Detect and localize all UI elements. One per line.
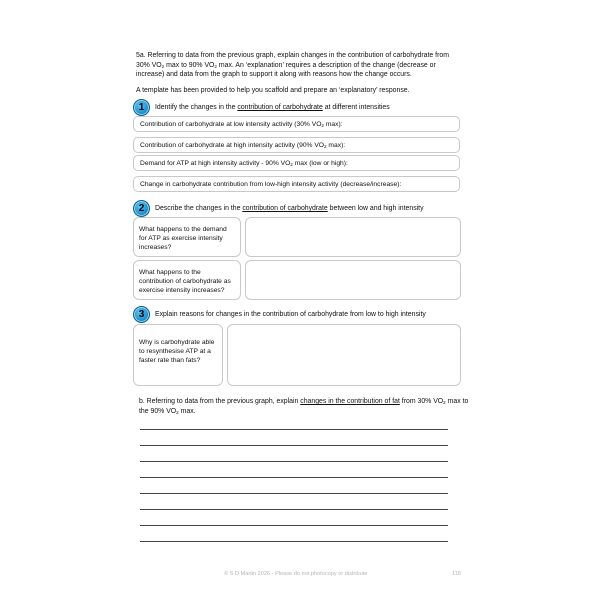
step-1-row-atp-demand[interactable]: Demand for ATP at high intensity activity - 90% $VO_2$ max (low or high): [133, 155, 460, 171]
step-3-question-atp-rate: Why is carbohydrate able to resynthesise ATP at a faster rate than fats? [133, 324, 223, 386]
step-2-answer-carbohydrate[interactable] [245, 260, 461, 300]
copyright-footer: © S D Martin 2026 - Please do not photocopy or distribute [224, 571, 368, 577]
step-3-answer-atp-rate[interactable] [227, 324, 461, 386]
step-2-question-atp-demand: What happens to the demand for ATP as exercise intensity increases? [133, 217, 241, 257]
step-3-heading [133, 306, 426, 323]
step-2-question-carbohydrate: What happens to the contribution of carbohydrate as exercise intensity increases? [133, 260, 241, 300]
step-2-heading [133, 200, 424, 217]
step-2-text: Describe the changes in the contribution of carbohydrate between low and high intensity [155, 205, 424, 212]
step-1-row-high-intensity[interactable]: Contribution of carbohydrate at high intensity activity (90% $VO_2$ max): [133, 137, 460, 153]
answer-line[interactable] [140, 493, 448, 494]
step-1-row-change[interactable]: Change in carbohydrate contribution from low-high intensity activity (decrease/increase): [133, 176, 460, 192]
step-3-number-badge: 3 [133, 306, 150, 323]
step-1-number-badge: 1 [133, 99, 150, 116]
step-1-text: Identify the changes in the contribution of carbohydrate at different intensities [155, 104, 390, 111]
step-1-heading [133, 99, 390, 116]
template-note: A template has been provided to help you scaffold and prepare an ‘explanatory’ response. [136, 86, 410, 94]
question-5a-intro [136, 51, 462, 95]
answer-line[interactable] [140, 461, 448, 462]
answer-line[interactable] [140, 477, 448, 478]
step-2-number-badge: 2 [133, 200, 150, 217]
answer-line[interactable] [140, 445, 448, 446]
answer-line[interactable] [140, 429, 448, 430]
step-3-text: Explain reasons for changes in the contribution of carbohydrate from low to high intensity [155, 311, 426, 318]
question-5b-text: b. Referring to data from the previous graph, explain changes in the contribution of fat from 30% $VO_2$ max to the 90% $VO_2$ max. [139, 398, 469, 415]
step-2-answer-atp-demand[interactable] [245, 217, 461, 257]
page-number: 118 [452, 571, 461, 577]
answer-line[interactable] [140, 525, 448, 526]
answer-line[interactable] [140, 509, 448, 510]
answer-line[interactable] [140, 541, 448, 542]
question-5a-text: 5a. Referring to data from the previous graph, explain changes in the contribution of carbohydrate from 30% $VO_2$ max to 90% $VO_2$ max. An ‘explanation’ requires a description of the change (decrease or increase) and data from the graph to support it along with reasons how the change occurs. [136, 52, 449, 79]
step-1-row-low-intensity[interactable]: Contribution of carbohydrate at low intensity activity (30% $VO_2$ max): [133, 116, 460, 132]
